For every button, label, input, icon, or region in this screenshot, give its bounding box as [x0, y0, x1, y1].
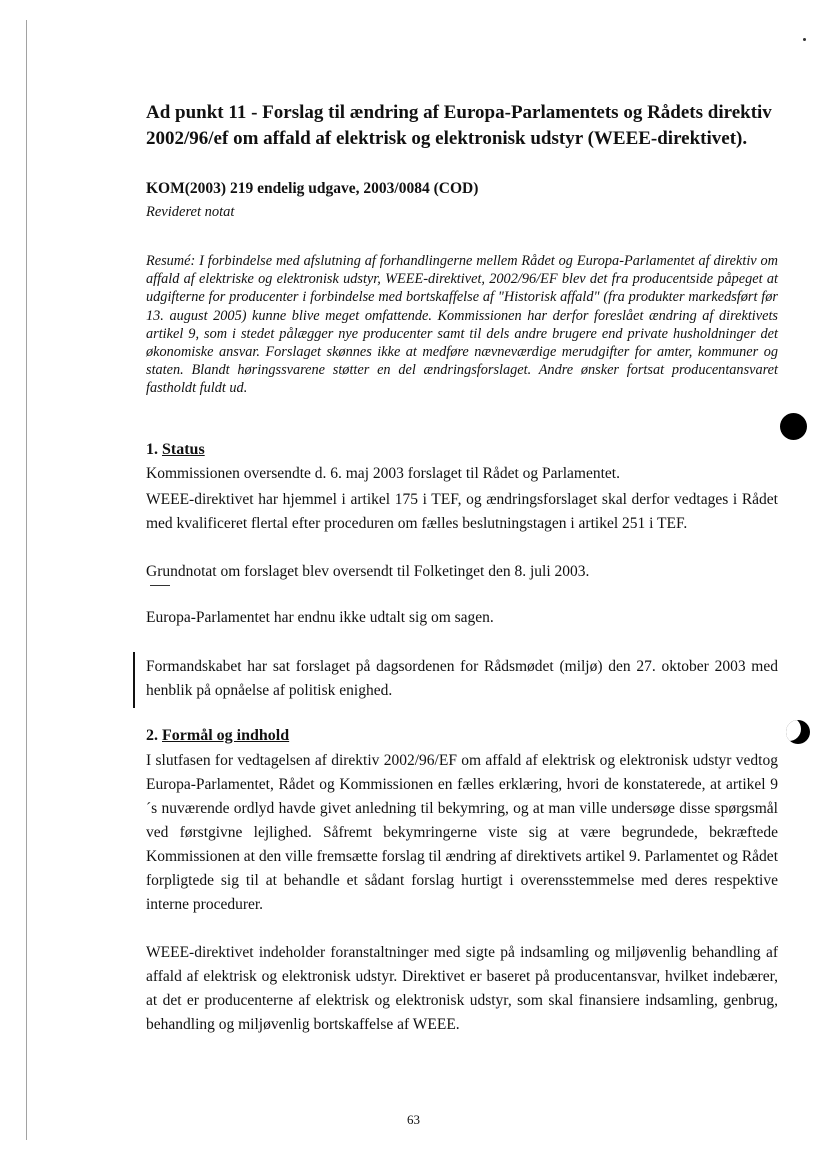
section1-paragraph-5: Formandskabet har sat forslaget på dagsordenen for Rådsmødet (miljø) den 27. oktober 2003 med henblik på opnåelse af politisk enighed.	[146, 658, 778, 699]
section1-title: Status	[162, 441, 205, 458]
section2-paragraph-1: I slutfasen for vedtagelsen af direktiv 2002/96/EF om affald af elektrisk og elektronisk udstyr vedtog Europa-Parlamentet, Rådet og Kommissionen en fælles erklæring, hvori de konstaterede, at artikel 9´s nuværende ordlyd havde givet anledning til bekymring, og at man ville undersøge disse spørgsmål ved førstgivne lejlighed. Såfremt bekymringerne viste sig at være begrundede, bekræftede Kommissionen at den ville fremsætte forslag til ændring af direktivets artikel 9. Parlamentet og Rådet forpligtede sig til at behandle et sådant forslag hurtigt i overensstemmelse med deres respektive interne procedurer.	[146, 752, 778, 913]
section1-paragraph-1: Kommissionen oversendte d. 6. maj 2003 forslaget til Rådet og Parlamentet.	[146, 465, 620, 482]
revision-change-bar	[133, 652, 135, 708]
section2-heading	[146, 727, 289, 745]
section2-title: Formål og indhold	[162, 727, 290, 744]
document-subtitle: Revideret notat	[146, 204, 235, 220]
document-title: Ad punkt 11 - Forslag til ændring af Europa-Parlamentets og Rådets direktiv 2002/96/ef om affald af elektrisk og elektronisk udstyr (WEEE-direktivet).	[146, 102, 772, 149]
section1-paragraph-3: Grundnotat om forslaget blev oversendt til Folketinget den 8. juli 2003.	[146, 563, 590, 580]
section2-number: 2.	[146, 727, 158, 744]
scan-speck	[803, 38, 806, 41]
section1-heading	[146, 441, 205, 459]
section2-paragraph-2: WEEE-direktivet indeholder foranstaltninger med sigte på indsamling og miljøvenlig behandling af affald af elektrisk og elektronisk udstyr. Direktivet er baseret på producentansvar, hvilket indebærer, at det er producenterne af elektrisk og elektronisk udstyr, som skal finansiere indsamling, genbrug, behandling og miljøvenlig bortskaffelse af WEEE.	[146, 944, 778, 1033]
punch-hole-partial-mark	[786, 720, 810, 744]
section1-paragraph-2: WEEE-direktivet har hjemmel i artikel 175 i TEF, og ændringsforslaget skal derfor vedtages i Rådet med kvalificeret flertal efter proceduren om fælles beslutningstagen i artikel 251 i TEF.	[146, 491, 778, 532]
scan-margin-line	[26, 20, 27, 1140]
punch-hole-mark	[780, 413, 807, 440]
kom-reference: KOM(2003) 219 endelig udgave, 2003/0084 (COD)	[146, 180, 479, 197]
section1-paragraph-4: Europa-Parlamentet har endnu ikke udtalt sig om sagen.	[146, 609, 494, 626]
page-number: 63	[407, 1112, 420, 1127]
section1-number: 1.	[146, 441, 158, 458]
resume-paragraph: Resumé: I forbindelse med afslutning af forhandlingerne mellem Rådet og Europa-Parlamentet af direktiv om affald af elektriske og elektronisk udstyr, WEEE-direktivet, 2002/96/EF blev det fra producentside påpeget at udgifterne for producenter i forbindelse med bortskaffelse af "Historisk affald" (fra produkter markedsført før 13. august 2005) kunne blive meget omfattende. Kommissionen har derfor foreslået ændring af direktivets artikel 9, som i stedet pålægger nye producenter samt til dels andre brugere end private husholdninger det økonomiske ansvar. Forslaget skønnes ikke at medføre nævneværdige merudgifter for amter, kommuner og staten. Blandt høringssvarene støtter en del ændringsforslaget. Andre ønsker fortsat producentansvaret fastholdt fuldt ud.	[146, 253, 778, 397]
scan-dash-mark	[150, 585, 170, 586]
